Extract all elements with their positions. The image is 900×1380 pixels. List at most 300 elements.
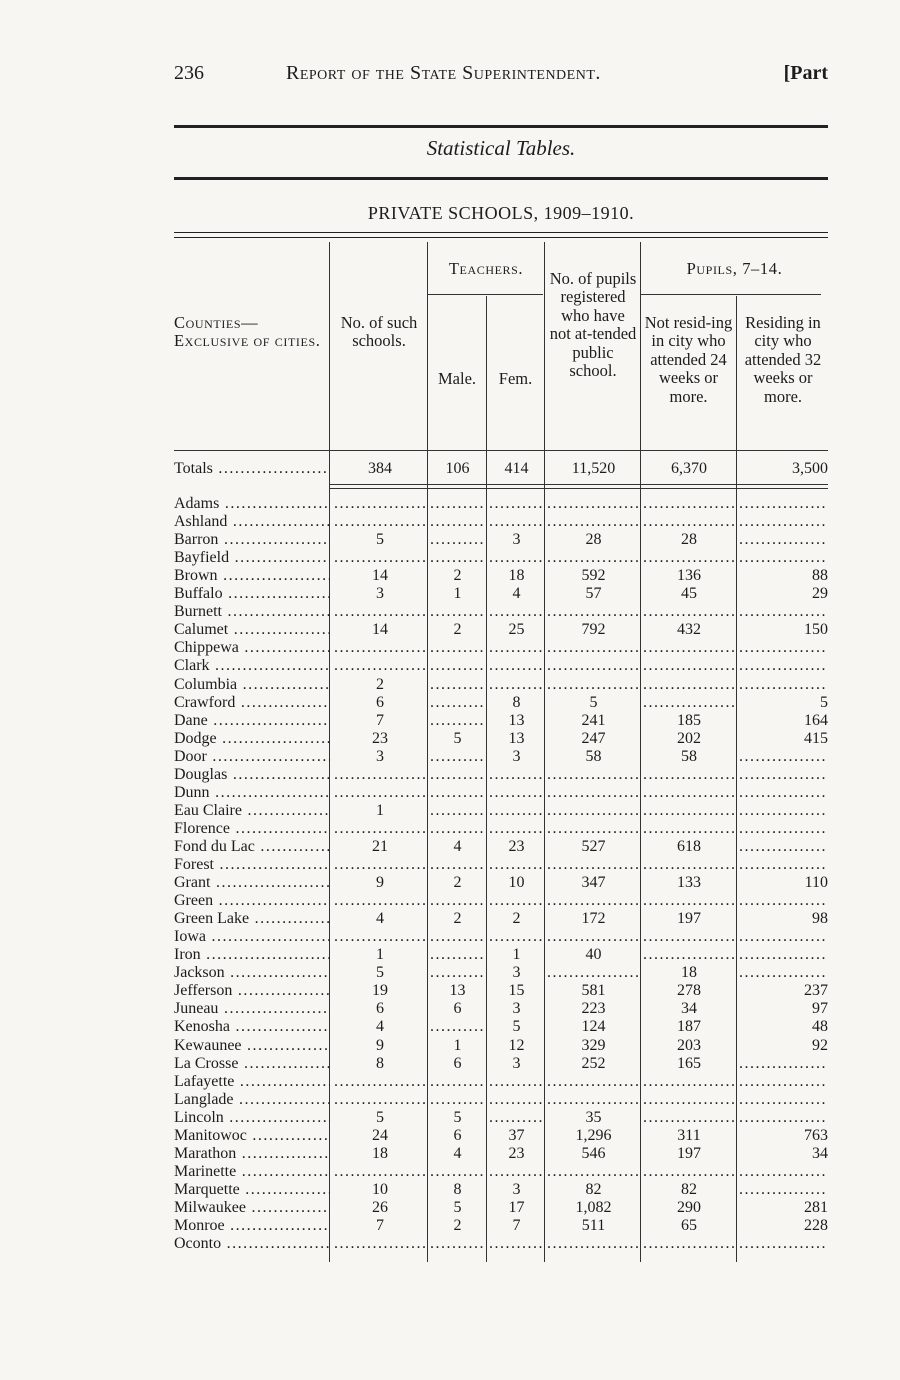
empty-cell-not-residing	[643, 549, 735, 567]
empty-cell-not-residing	[643, 603, 735, 621]
empty-cell-schools	[334, 513, 426, 531]
cell-registered: 172	[581, 910, 606, 928]
empty-cell-residing	[739, 802, 828, 820]
empty-cell-registered	[547, 1235, 640, 1253]
cell-registered: 28	[585, 531, 602, 549]
empty-cell-registered	[547, 802, 640, 820]
cell-not-residing: 18	[681, 964, 697, 982]
table-row	[174, 1091, 828, 1109]
empty-cell-schools	[334, 657, 426, 675]
empty-cell-female	[489, 766, 544, 784]
totals-male: 106	[445, 460, 470, 477]
table-row	[174, 567, 828, 585]
empty-cell-registered	[547, 784, 640, 802]
empty-cell-male	[430, 549, 485, 567]
cell-residing: 92	[812, 1036, 828, 1054]
table-row	[174, 1199, 828, 1217]
header-counties: Counties— Exclusive of cities.	[174, 313, 321, 351]
empty-cell-registered	[547, 1163, 640, 1181]
cell-female: 2	[512, 910, 521, 928]
header-pupils-group: Pupils, 7–14.	[686, 259, 783, 278]
cell-residing: 415	[804, 729, 828, 747]
running-header	[174, 62, 828, 94]
cell-registered: 58	[585, 747, 602, 765]
teachers-group-rule	[428, 294, 543, 295]
cell-registered: 223	[581, 1000, 606, 1018]
county-name: Kewaunee .....	[174, 1037, 330, 1055]
cell-not-residing: 58	[681, 747, 697, 765]
empty-cell-not-residing	[643, 1073, 735, 1091]
county-name: Marquette .....	[174, 1181, 330, 1199]
table-row	[174, 549, 828, 567]
cell-residing: 228	[804, 1217, 828, 1234]
empty-cell-registered	[547, 820, 640, 838]
cell-male: 6	[453, 1000, 462, 1018]
cell-schools: 24	[372, 1126, 388, 1144]
header-female: Fem.	[498, 369, 533, 388]
county-name: Columbia .....	[174, 676, 330, 694]
empty-cell-residing	[739, 1181, 828, 1199]
county-name: Marathon .....	[174, 1145, 330, 1163]
cell-schools: 6	[376, 693, 384, 711]
cell-registered: 592	[581, 567, 606, 585]
cell-female: 3	[512, 747, 521, 765]
empty-cell-registered	[547, 639, 640, 657]
county-name: Juneau .....	[174, 1000, 330, 1018]
empty-cell-schools	[334, 603, 426, 621]
running-title: Report of the State Superintendent.	[286, 62, 601, 84]
county-name: Dane .....	[174, 712, 330, 730]
empty-cell-female	[489, 892, 544, 910]
table-row	[174, 657, 828, 675]
table-row	[174, 928, 828, 946]
empty-cell-female	[489, 784, 544, 802]
table-row	[174, 1018, 828, 1036]
table-row	[174, 748, 828, 766]
empty-cell-residing	[739, 784, 828, 802]
empty-cell-residing	[739, 1091, 828, 1109]
cell-residing: 5	[820, 693, 828, 711]
empty-cell-residing	[739, 856, 828, 874]
cell-female: 25	[508, 621, 525, 639]
empty-cell-schools	[334, 549, 426, 567]
county-name: Burnett .....	[174, 603, 330, 621]
empty-cell-female	[489, 1235, 544, 1253]
county-name: Marinette .....	[174, 1163, 330, 1181]
county-name: Adams .....	[174, 495, 330, 513]
cell-male: 5	[453, 1198, 462, 1216]
empty-cell-residing	[739, 964, 828, 982]
cell-schools: 4	[376, 910, 384, 928]
empty-cell-male	[430, 676, 485, 694]
table-row	[174, 1073, 828, 1091]
cell-residing: 98	[812, 910, 828, 928]
cell-male: 2	[453, 621, 462, 639]
table-top-rule	[174, 232, 828, 238]
empty-cell-male	[430, 513, 485, 531]
page-number: 236	[174, 62, 204, 84]
totals-female: 414	[504, 460, 529, 477]
empty-cell-female	[489, 1163, 544, 1181]
empty-cell-registered	[547, 964, 640, 982]
cell-residing: 150	[804, 621, 828, 639]
cell-male: 4	[453, 837, 462, 855]
empty-cell-residing	[739, 892, 828, 910]
county-name: Eau Claire .....	[174, 802, 330, 820]
empty-cell-residing	[739, 838, 828, 856]
cell-registered: 792	[581, 621, 606, 639]
empty-cell-male	[430, 639, 485, 657]
empty-cell-not-residing	[643, 694, 735, 712]
empty-cell-schools	[334, 928, 426, 946]
cell-male: 1	[453, 1036, 462, 1054]
empty-cell-schools	[334, 892, 426, 910]
empty-cell-residing	[739, 531, 828, 549]
cell-schools: 5	[376, 1108, 384, 1126]
empty-cell-residing	[739, 549, 828, 567]
empty-cell-not-residing	[643, 495, 735, 513]
empty-cell-female	[489, 676, 544, 694]
empty-cell-male	[430, 694, 485, 712]
empty-cell-residing	[739, 676, 828, 694]
county-name: Clark .....	[174, 657, 330, 675]
cell-schools: 7	[376, 711, 384, 729]
private-schools-table	[174, 242, 828, 1262]
cell-registered: 247	[581, 729, 606, 747]
table-row	[174, 1181, 828, 1199]
cell-not-residing: 202	[677, 729, 701, 747]
empty-cell-female	[489, 856, 544, 874]
cell-registered: 241	[581, 711, 606, 729]
empty-cell-registered	[547, 856, 640, 874]
header-bottom-rule	[174, 450, 828, 451]
cell-residing: 88	[812, 567, 828, 585]
empty-cell-residing	[739, 1055, 828, 1073]
cell-registered: 40	[585, 946, 602, 964]
cell-registered: 124	[581, 1018, 606, 1036]
empty-cell-male	[430, 657, 485, 675]
cell-female: 5	[512, 1018, 521, 1036]
empty-cell-residing	[739, 639, 828, 657]
cell-female: 13	[508, 729, 525, 747]
table-row	[174, 802, 828, 820]
empty-cell-not-residing	[643, 784, 735, 802]
empty-cell-female	[489, 928, 544, 946]
empty-cell-schools	[334, 1073, 426, 1091]
empty-cell-male	[430, 766, 485, 784]
empty-cell-female	[489, 513, 544, 531]
county-name: Ashland .....	[174, 513, 330, 531]
table-row	[174, 856, 828, 874]
cell-schools: 1	[376, 801, 384, 819]
empty-cell-not-residing	[643, 820, 735, 838]
empty-cell-not-residing	[643, 1235, 735, 1253]
empty-cell-male	[430, 712, 485, 730]
county-name: Bayfield .....	[174, 549, 330, 567]
county-name: Grant .....	[174, 874, 330, 892]
empty-cell-not-residing	[643, 639, 735, 657]
county-name: Douglas .....	[174, 766, 330, 784]
table-row	[174, 1037, 828, 1055]
cell-not-residing: 618	[677, 837, 701, 855]
cell-not-residing: 45	[681, 585, 697, 603]
county-name: Barron .....	[174, 531, 330, 549]
cell-male: 5	[453, 729, 462, 747]
empty-cell-residing	[739, 513, 828, 531]
table-row	[174, 712, 828, 730]
county-name: Dunn .....	[174, 784, 330, 802]
cell-female: 15	[508, 982, 525, 1000]
cell-schools: 19	[372, 982, 388, 1000]
cell-male: 4	[453, 1144, 462, 1162]
totals-rule	[330, 484, 828, 485]
cell-male: 5	[453, 1108, 462, 1126]
cell-female: 23	[508, 1144, 525, 1162]
empty-cell-registered	[547, 657, 640, 675]
cell-not-residing: 197	[677, 910, 701, 928]
table-row	[174, 1235, 828, 1253]
cell-female: 8	[512, 693, 521, 711]
cell-registered: 527	[581, 837, 606, 855]
table-row	[174, 1127, 828, 1145]
empty-cell-male	[430, 802, 485, 820]
empty-cell-residing	[739, 603, 828, 621]
cell-not-residing: 185	[677, 711, 701, 729]
county-name: Oconto .....	[174, 1235, 330, 1253]
cell-residing: 97	[812, 1000, 828, 1018]
cell-registered: 57	[585, 585, 602, 603]
empty-cell-residing	[739, 657, 828, 675]
cell-male: 13	[449, 982, 466, 1000]
cell-not-residing: 432	[677, 621, 701, 639]
cell-residing: 48	[812, 1018, 828, 1036]
top-rule	[174, 125, 828, 128]
cell-female: 3	[512, 531, 521, 549]
cell-not-residing: 290	[677, 1198, 701, 1216]
empty-cell-not-residing	[643, 928, 735, 946]
cell-not-residing: 34	[681, 1000, 697, 1018]
empty-cell-not-residing	[643, 1109, 735, 1127]
empty-cell-registered	[547, 1091, 640, 1109]
header-residing: Residing in city who attended 32 weeks or more.	[744, 313, 822, 406]
table-row	[174, 982, 828, 1000]
cell-male: 6	[453, 1054, 462, 1072]
table-row	[174, 892, 828, 910]
county-name: Green .....	[174, 892, 330, 910]
table-row	[174, 1000, 828, 1018]
cell-female: 7	[512, 1217, 521, 1234]
empty-cell-registered	[547, 1073, 640, 1091]
empty-cell-female	[489, 1109, 544, 1127]
county-name: Milwaukee .....	[174, 1199, 330, 1217]
county-name: Lafayette .....	[174, 1073, 330, 1091]
cell-schools: 10	[372, 1180, 388, 1198]
table-row	[174, 694, 828, 712]
cell-male: 2	[453, 874, 462, 892]
header-male: Male.	[437, 369, 477, 388]
cell-schools: 6	[376, 1000, 384, 1018]
empty-cell-schools	[334, 766, 426, 784]
table-row	[174, 1145, 828, 1163]
header-teachers: Teachers.	[448, 259, 524, 278]
cell-schools: 7	[376, 1217, 384, 1234]
empty-cell-female	[489, 802, 544, 820]
cell-not-residing: 82	[681, 1180, 697, 1198]
table-row	[174, 874, 828, 892]
cell-registered: 347	[581, 874, 606, 892]
cell-not-residing: 133	[677, 874, 701, 892]
cell-female: 4	[512, 585, 521, 603]
empty-cell-residing	[739, 1235, 828, 1253]
county-name: Lincoln .....	[174, 1109, 330, 1127]
table-row	[174, 676, 828, 694]
table-row	[174, 621, 828, 639]
empty-cell-residing	[739, 495, 828, 513]
empty-cell-female	[489, 639, 544, 657]
cell-schools: 9	[376, 874, 384, 892]
cell-schools: 23	[372, 729, 388, 747]
empty-cell-not-residing	[643, 946, 735, 964]
empty-cell-schools	[334, 784, 426, 802]
table-row	[174, 639, 828, 657]
empty-cell-female	[489, 603, 544, 621]
empty-cell-registered	[547, 495, 640, 513]
subtitle: Statistical Tables.	[426, 136, 576, 160]
cell-not-residing: 203	[677, 1036, 701, 1054]
county-name: Green Lake .....	[174, 910, 330, 928]
empty-cell-schools	[334, 1235, 426, 1253]
empty-cell-male	[430, 748, 485, 766]
county-name: Jefferson .....	[174, 982, 330, 1000]
table-row	[174, 1055, 828, 1073]
empty-cell-male	[430, 1235, 485, 1253]
cell-registered: 35	[585, 1108, 602, 1126]
cell-not-residing: 165	[677, 1054, 701, 1072]
totals-row	[174, 460, 828, 478]
cell-residing: 763	[804, 1126, 828, 1144]
empty-cell-male	[430, 946, 485, 964]
empty-cell-schools	[334, 1091, 426, 1109]
cell-registered: 1,082	[575, 1198, 612, 1216]
table-row	[174, 784, 828, 802]
empty-cell-residing	[739, 820, 828, 838]
cell-residing: 164	[804, 711, 828, 729]
empty-cell-male	[430, 784, 485, 802]
cell-female: 10	[508, 874, 525, 892]
county-name: Fond du Lac .....	[174, 838, 330, 856]
cell-schools: 14	[372, 567, 388, 585]
empty-cell-male	[430, 1018, 485, 1036]
cell-male: 6	[453, 1126, 462, 1144]
subtitle-rule	[174, 177, 828, 180]
cell-schools: 3	[376, 585, 384, 603]
table-row	[174, 820, 828, 838]
empty-cell-male	[430, 1163, 485, 1181]
cell-female: 17	[508, 1198, 525, 1216]
empty-cell-registered	[547, 766, 640, 784]
empty-cell-residing	[739, 928, 828, 946]
table-row	[174, 513, 828, 531]
totals-residing: 3,500	[792, 460, 828, 477]
empty-cell-not-residing	[643, 657, 735, 675]
empty-cell-registered	[547, 892, 640, 910]
empty-cell-not-residing	[643, 766, 735, 784]
cell-residing: 34	[812, 1144, 828, 1162]
county-name: Dodge .....	[174, 730, 330, 748]
cell-male: 2	[453, 567, 462, 585]
totals-registered: 11,520	[571, 460, 616, 477]
empty-cell-residing	[739, 748, 828, 766]
county-name: Calumet .....	[174, 621, 330, 639]
empty-cell-schools	[334, 856, 426, 874]
cell-female: 12	[508, 1036, 525, 1054]
empty-cell-registered	[547, 549, 640, 567]
empty-cell-schools	[334, 820, 426, 838]
table-row	[174, 910, 828, 928]
cell-female: 23	[508, 837, 525, 855]
table-row	[174, 964, 828, 982]
cell-schools: 8	[376, 1054, 384, 1072]
empty-cell-female	[489, 1073, 544, 1091]
cell-schools: 3	[376, 747, 384, 765]
county-name: Jackson .....	[174, 964, 330, 982]
cell-female: 1	[512, 946, 521, 964]
cell-not-residing: 136	[677, 567, 701, 585]
table-row	[174, 946, 828, 964]
county-name: Manitowoc .....	[174, 1127, 330, 1145]
county-name: Florence .....	[174, 820, 330, 838]
empty-cell-male	[430, 603, 485, 621]
empty-cell-schools	[334, 1163, 426, 1181]
cell-residing: 237	[804, 982, 828, 1000]
table-row	[174, 838, 828, 856]
table-row	[174, 603, 828, 621]
empty-cell-female	[489, 549, 544, 567]
empty-cell-registered	[547, 603, 640, 621]
empty-cell-male	[430, 964, 485, 982]
empty-cell-residing	[739, 766, 828, 784]
county-name: Buffalo .....	[174, 585, 330, 603]
cell-female: 13	[508, 711, 525, 729]
empty-cell-registered	[547, 676, 640, 694]
county-name: Kenosha .....	[174, 1018, 330, 1036]
empty-cell-male	[430, 1073, 485, 1091]
cell-residing: 110	[804, 874, 828, 892]
part-label: [Part	[783, 62, 828, 84]
empty-cell-female	[489, 820, 544, 838]
table-row	[174, 766, 828, 784]
cell-schools: 1	[376, 946, 384, 964]
cell-residing: 29	[812, 585, 828, 603]
empty-cell-residing	[739, 1073, 828, 1091]
cell-male: 8	[453, 1180, 462, 1198]
empty-cell-schools	[334, 639, 426, 657]
cell-registered: 581	[581, 982, 606, 1000]
cell-registered: 82	[585, 1180, 602, 1198]
empty-cell-male	[430, 495, 485, 513]
empty-cell-not-residing	[643, 513, 735, 531]
empty-cell-residing	[739, 946, 828, 964]
county-name: La Crosse .....	[174, 1055, 330, 1073]
cell-not-residing: 28	[681, 531, 697, 549]
empty-cell-residing	[739, 1163, 828, 1181]
table-row	[174, 730, 828, 748]
empty-cell-not-residing	[643, 1091, 735, 1109]
empty-cell-not-residing	[643, 1163, 735, 1181]
cell-residing: 281	[804, 1198, 828, 1216]
cell-male: 1	[453, 585, 462, 603]
totals-not-residing: 6,370	[671, 460, 707, 477]
